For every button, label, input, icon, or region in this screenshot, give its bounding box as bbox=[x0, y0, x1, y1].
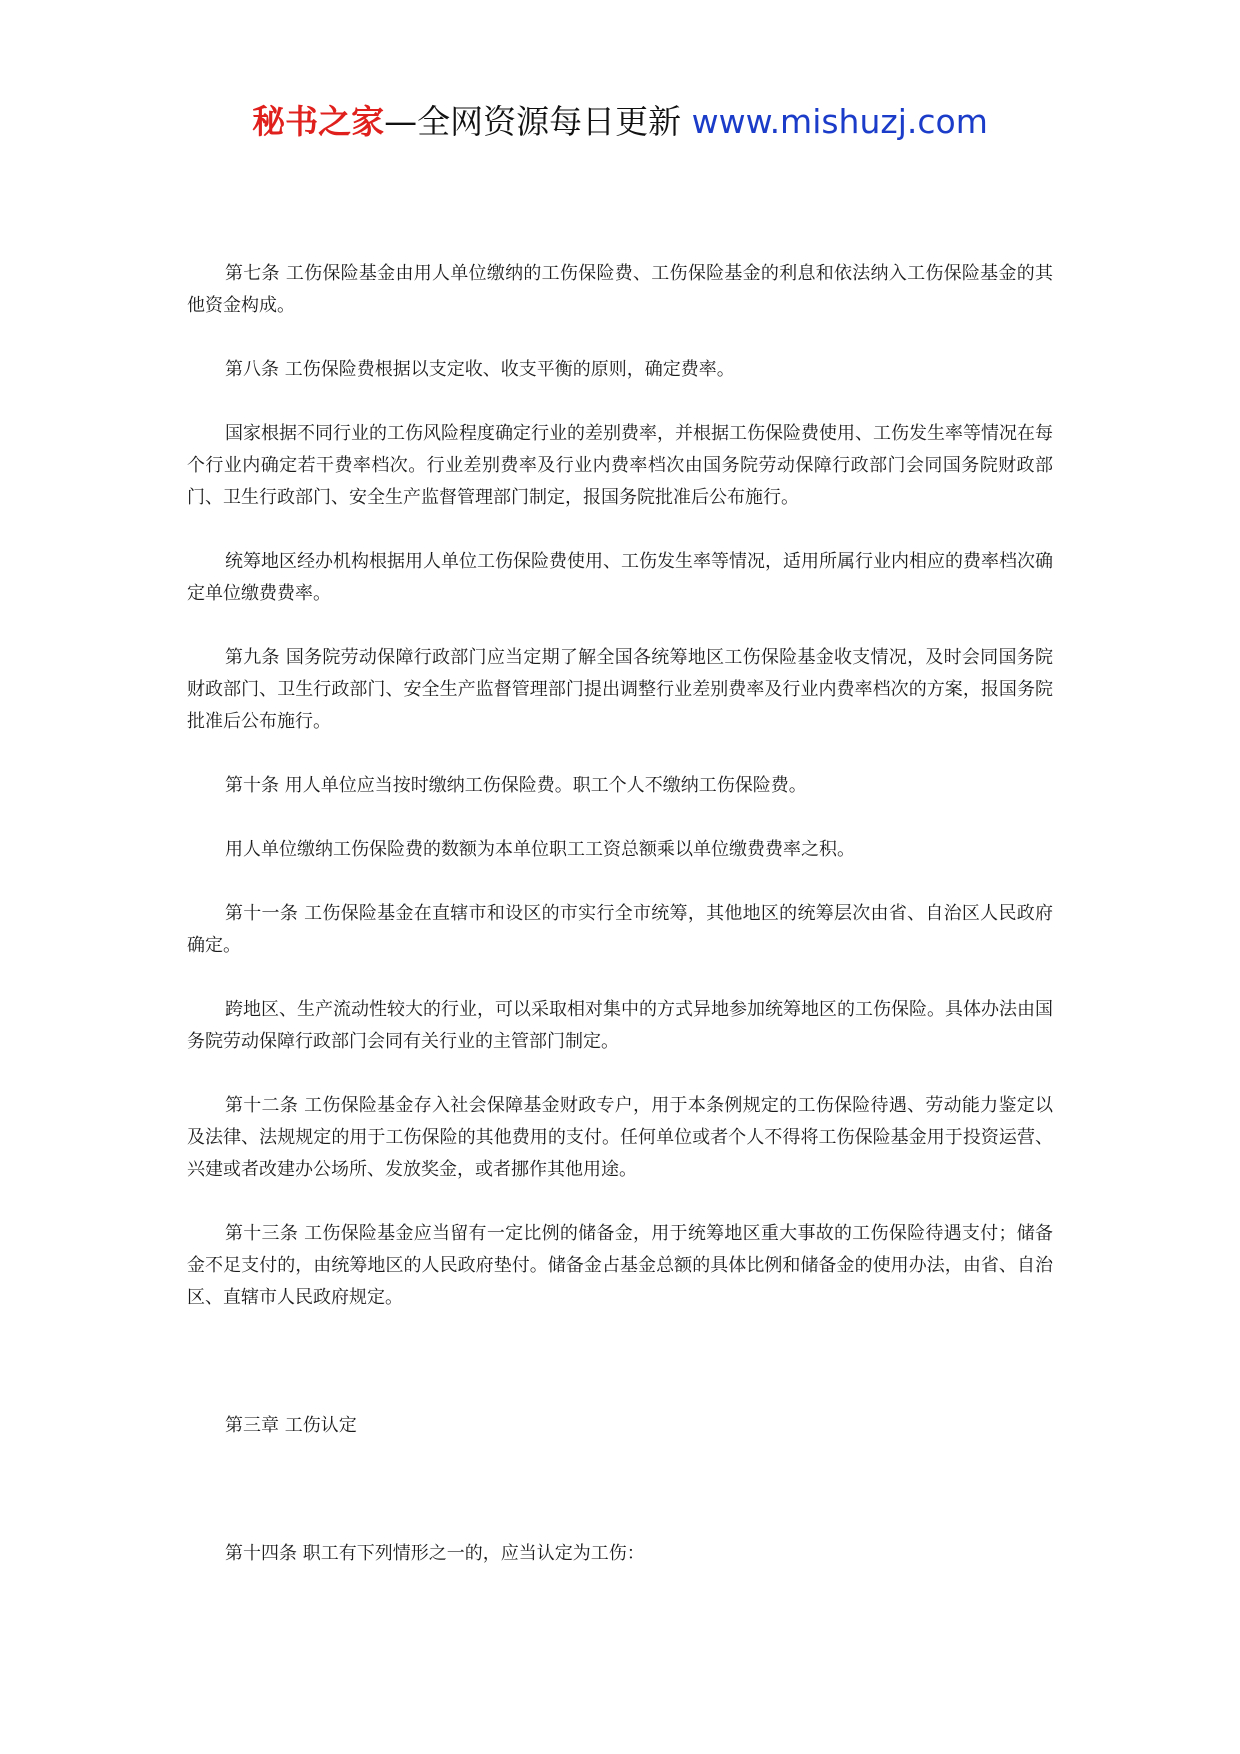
article-9-paragraph: 第九条 国务院劳动保障行政部门应当定期了解全国各统筹地区工伤保险基金收支情况，及时会同国务院财政部门、卫生行政部门、安全生产监督管理部门提出调整行业差别费率及行业内费率档次的方案，报国务院批准后公布施行。 bbox=[187, 647, 1053, 732]
document-body bbox=[187, 258, 1053, 1602]
article-11-clause-2-paragraph: 跨地区、生产流动性较大的行业，可以采取相对集中的方式异地参加统筹地区的工伤保险。具体办法由国务院劳动保障行政部门会同有关行业的主管部门制定。 bbox=[187, 999, 1053, 1052]
brand-name: 秘书之家 bbox=[252, 102, 385, 141]
article-7-paragraph: 第七条 工伤保险基金由用人单位缴纳的工伤保险费、工伤保险基金的利息和依法纳入工伤保险基金的其他资金构成。 bbox=[187, 263, 1053, 316]
article-10-paragraph: 第十条 用人单位应当按时缴纳工伤保险费。职工个人不缴纳工伤保险费。 bbox=[225, 775, 807, 796]
article-10-clause-2-paragraph: 用人单位缴纳工伤保险费的数额为本单位职工工资总额乘以单位缴费费率之积。 bbox=[225, 839, 855, 860]
page-header bbox=[0, 100, 1240, 144]
article-8-clause-3-paragraph: 统筹地区经办机构根据用人单位工伤保险费使用、工伤发生率等情况，适用所属行业内相应的费率档次确定单位缴费费率。 bbox=[187, 551, 1053, 604]
article-13-paragraph: 第十三条 工伤保险基金应当留有一定比例的储备金，用于统筹地区重大事故的工伤保险待遇支付；储备金不足支付的，由统筹地区的人民政府垫付。储备金占基金总额的具体比例和储备金的使用办法，由省、自治区、直辖市人民政府规定。 bbox=[187, 1223, 1053, 1308]
article-14-paragraph: 第十四条 职工有下列情形之一的，应当认定为工伤： bbox=[225, 1543, 645, 1564]
website-link[interactable]: www.mishuzj.com bbox=[691, 102, 988, 141]
chapter-heading: 第三章 工伤认定 bbox=[225, 1415, 357, 1436]
article-12-paragraph: 第十二条 工伤保险基金存入社会保障基金财政专户，用于本条例规定的工伤保险待遇、劳动能力鉴定以及法律、法规规定的用于工伤保险的其他费用的支付。任何单位或者个人不得将工伤保险基金用于投资运营、兴建或者改建办公场所、发放奖金，或者挪作其他用途。 bbox=[187, 1095, 1053, 1180]
header-tagline: —全网资源每日更新 bbox=[384, 102, 692, 141]
article-8-clause-2-paragraph: 国家根据不同行业的工伤风险程度确定行业的差别费率，并根据工伤保险费使用、工伤发生率等情况在每个行业内确定若干费率档次。行业差别费率及行业内费率档次由国务院劳动保障行政部门会同国务院财政部门、卫生行政部门、安全生产监督管理部门制定，报国务院批准后公布施行。 bbox=[187, 423, 1053, 508]
article-11-paragraph: 第十一条 工伤保险基金在直辖市和设区的市实行全市统筹，其他地区的统筹层次由省、自治区人民政府确定。 bbox=[187, 903, 1053, 956]
article-8-paragraph: 第八条 工伤保险费根据以支定收、收支平衡的原则，确定费率。 bbox=[225, 359, 735, 380]
